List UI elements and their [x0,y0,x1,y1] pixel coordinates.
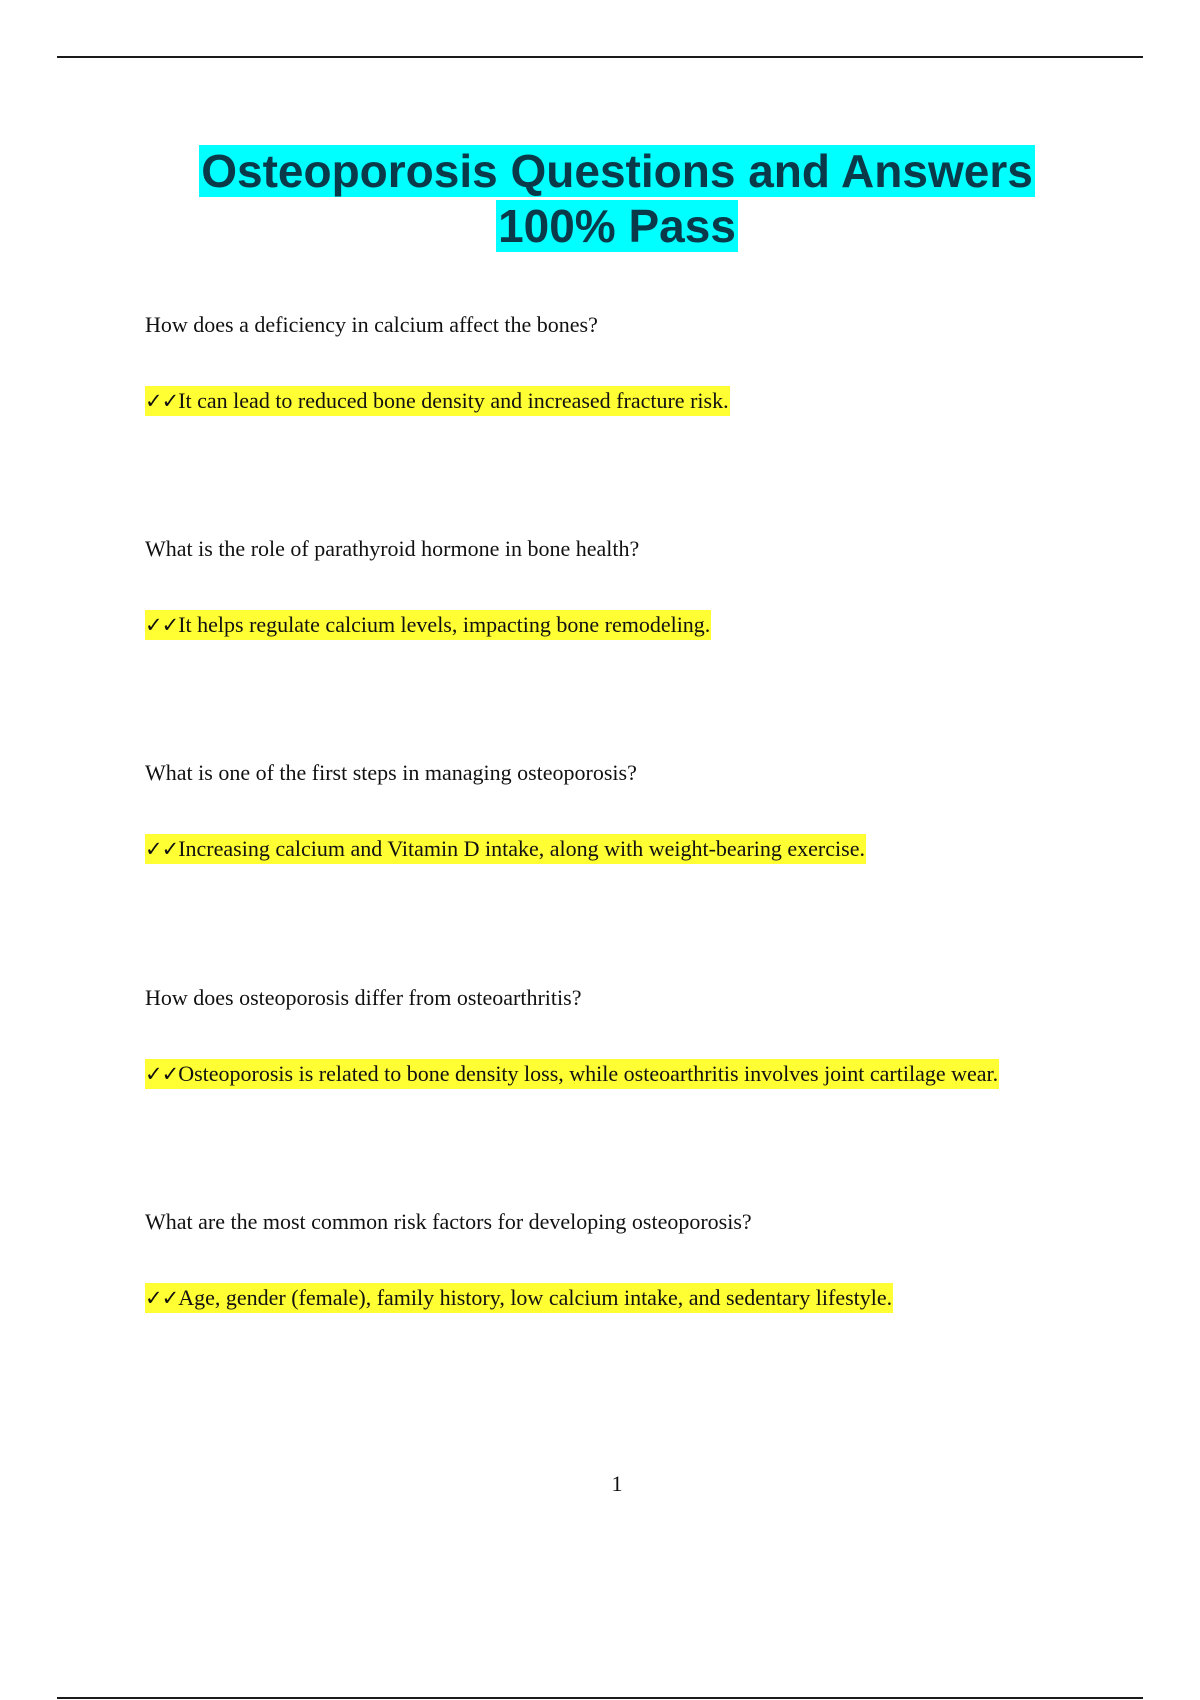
answer-text: Increasing calcium and Vitamin D intake, along with weight-bearing exercise. [178,836,865,861]
question-text: How does osteoporosis differ from osteoarthritis? [145,985,582,1010]
answer-block [145,1283,893,1313]
footer-rule [57,1697,1143,1699]
checkmark-icon: ✓✓ [145,1062,179,1086]
answer-highlight [145,1059,999,1089]
title-line-2: 100% Pass [498,200,736,252]
header-rule [57,56,1143,58]
question-text: How does a deficiency in calcium affect the bones? [145,312,598,337]
checkmark-icon: ✓✓ [145,613,179,637]
answer-highlight [145,386,730,416]
answer-highlight [145,834,866,864]
checkmark-icon: ✓✓ [145,1286,179,1310]
document-title [0,144,1200,254]
checkmark-icon: ✓✓ [145,837,179,861]
answer-highlight [145,1283,893,1313]
answer-block [145,386,730,416]
answer-text: Osteoporosis is related to bone density loss, while osteoarthritis involves joint cartilage wear. [178,1061,999,1086]
question-text: What is one of the first steps in managing osteoporosis? [145,760,637,785]
answer-highlight [145,610,711,640]
answer-text: It helps regulate calcium levels, impacting bone remodeling. [178,612,711,637]
answer-block [145,834,866,864]
page-number: 1 [611,1471,623,1496]
answer-text: Age, gender (female), family history, low calcium intake, and sedentary lifestyle. [178,1285,893,1310]
qa-item [145,984,1105,1086]
qa-item [145,759,1105,861]
qa-item [145,311,1105,413]
title-line-1: Osteoporosis Questions and Answers [201,145,1033,197]
answer-block [145,1059,999,1089]
checkmark-icon: ✓✓ [145,389,179,413]
answer-text: It can lead to reduced bone density and increased fracture risk. [178,388,729,413]
question-text: What is the role of parathyroid hormone in bone health? [145,536,640,561]
answer-block [145,610,711,640]
question-text: What are the most common risk factors for developing osteoporosis? [145,1209,752,1234]
qa-item [145,1208,1105,1310]
qa-item [145,535,1105,637]
